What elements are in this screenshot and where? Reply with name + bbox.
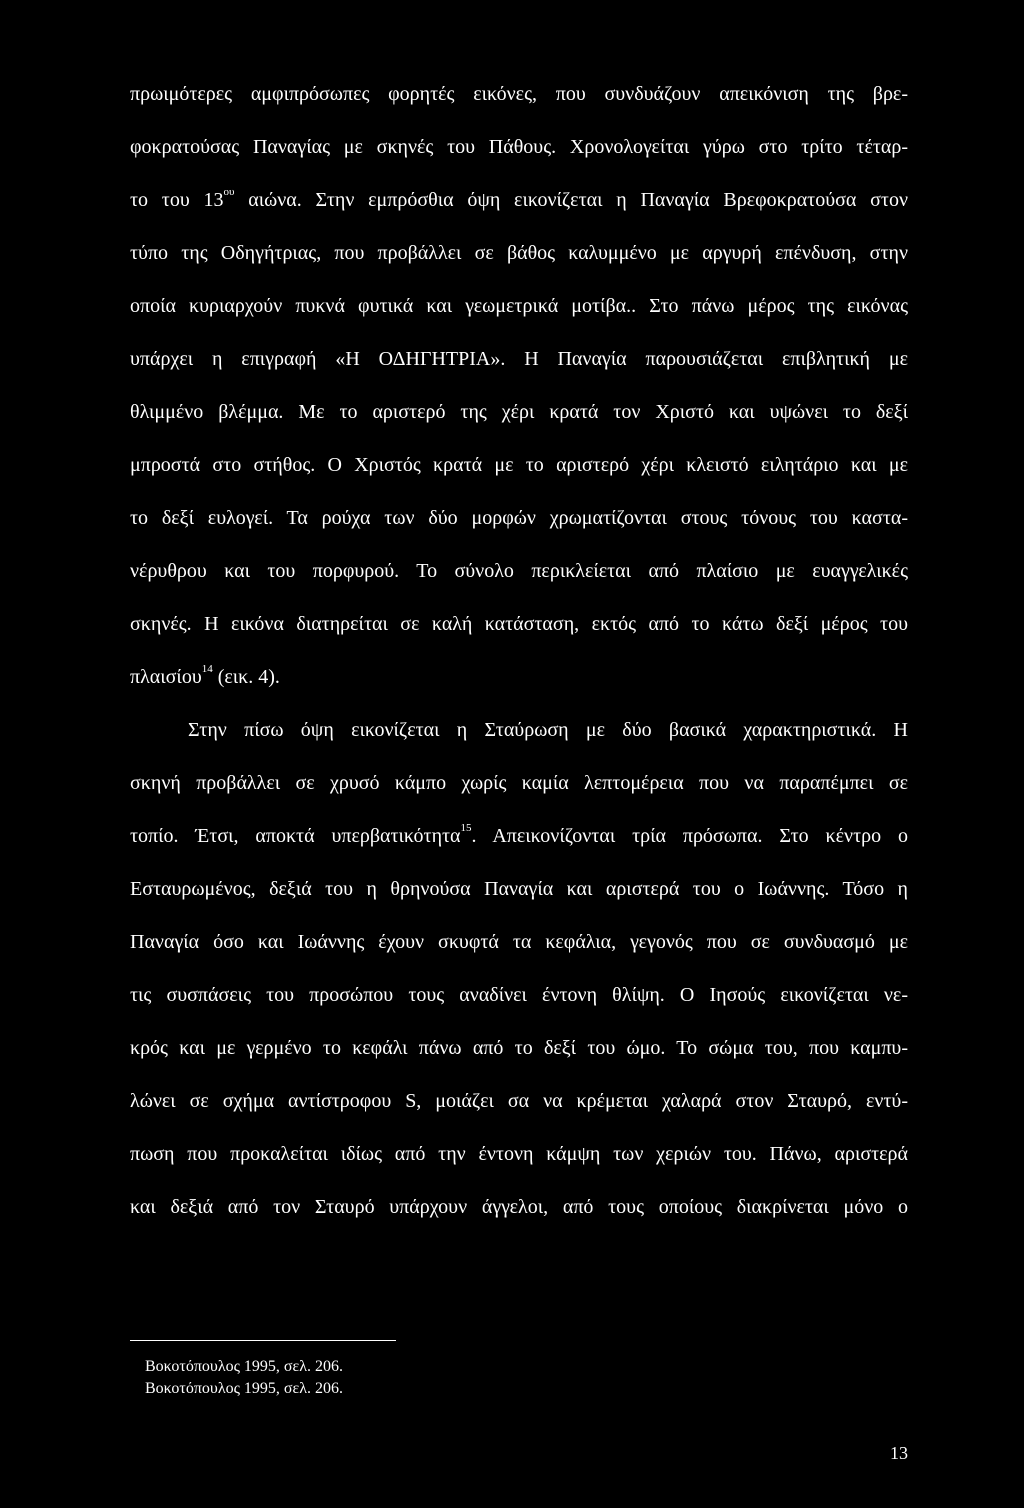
footnote-ref-14: 14 — [201, 663, 213, 676]
paragraph-2-line-3 — [130, 820, 908, 852]
footnote-ref-15: 15 — [460, 822, 472, 835]
paragraph-1-line-3 — [130, 184, 908, 216]
text-fragment: . Απεικονίζονται τρία πρόσωπα. Στο κέντρο ο — [471, 825, 908, 847]
paragraph-1-line-12 — [130, 661, 908, 693]
page-number: 13 — [890, 1443, 908, 1463]
paragraph-2-line-8: λώνει σε σχήμα αντίστροφου S, μοιάζει σα να κρέμεται χαλαρά στον Σταυρό, εντύ- — [130, 1090, 908, 1112]
text-fragment: το του 13 — [130, 189, 224, 211]
paragraph-2-line-10: και δεξιά από τον Σταυρό υπάρχουν άγγελοι, από τους οποίους διακρίνεται μόνο ο — [130, 1196, 908, 1218]
superscript-suffix: ου — [223, 186, 235, 199]
paragraph-2-line-1: Στην πίσω όψη εικονίζεται η Σταύρωση με δύο βασικά χαρακτηριστικά. Η — [188, 719, 908, 741]
paragraph-1-line-8: μπροστά στο στήθος. Ο Χριστός κρατά με το αριστερό χέρι κλειστό ειλητάριο και με — [130, 454, 908, 476]
paragraph-2-line-7: κρός και με γερμένο το κεφάλι πάνω από το δεξί του ώμο. Το σώμα του, που καμπυ- — [130, 1037, 908, 1059]
paragraph-1-line-9: το δεξί ευλογεί. Τα ρούχα των δύο μορφών χρωματίζονται στους τόνους του καστα- — [130, 507, 908, 529]
text-fragment: (εικ. 4). — [212, 666, 280, 688]
paragraph-1-line-4: τύπο της Οδηγήτριας, που προβάλλει σε βάθος καλυμμένο με αργυρή επένδυση, στην — [130, 242, 908, 264]
paragraph-1-line-6: υπάρχει η επιγραφή «Η ΟΔΗΓΗΤΡΙΑ». Η Παναγία παρουσιάζεται επιβλητική με — [130, 348, 908, 370]
footnote-14: Βοκοτόπουλος 1995, σελ. 206. — [145, 1358, 344, 1375]
paragraph-2-line-6: τις συσπάσεις του προσώπου τους αναδίνει έντονη θλίψη. Ο Ιησούς εικονίζεται νε- — [130, 984, 908, 1006]
paragraph-1-line-1: πρωιμότερες αμφιπρόσωπες φορητές εικόνες, που συνδυάζουν απεικόνιση της βρε- — [130, 83, 908, 105]
text-fragment: τοπίο. Έτσι, αποκτά υπερβατικότητα — [130, 825, 461, 847]
footnote-divider — [130, 1340, 396, 1341]
footnote-15: Βοκοτόπουλος 1995, σελ. 206. — [145, 1380, 344, 1397]
paragraph-1-line-7: θλιμμένο βλέμμα. Με το αριστερό της χέρι κρατά τον Χριστό και υψώνει το δεξί — [130, 401, 908, 423]
paragraph-2-line-9: πωση που προκαλείται ιδίως από την έντονη κάμψη των χεριών του. Πάνω, αριστερά — [130, 1143, 908, 1165]
paragraph-2-line-4: Εσταυρωμένος, δεξιά του η θρηνούσα Παναγία και αριστερά του ο Ιωάννης. Τόσο η — [130, 878, 908, 900]
paragraph-2-line-5: Παναγία όσο και Ιωάννης έχουν σκυφτά τα κεφάλια, γεγονός που σε συνδυασμό με — [130, 931, 908, 953]
paragraph-2-line-2: σκηνή προβάλλει σε χρυσό κάμπο χωρίς καμία λεπτομέρεια που να παραπέμπει σε — [130, 772, 908, 794]
paragraph-1-line-2: φοκρατούσας Παναγίας με σκηνές του Πάθους. Χρονολογείται γύρω στο τρίτο τέταρ- — [130, 136, 908, 158]
paragraph-1-line-11: σκηνές. Η εικόνα διατηρείται σε καλή κατάσταση, εκτός από το κάτω δεξί μέρος του — [130, 613, 908, 635]
text-fragment: αιώνα. Στην εμπρόσθια όψη εικονίζεται η Παναγία Βρεφοκρατούσα στον — [234, 189, 908, 211]
text-fragment: πλαισίου — [130, 666, 202, 688]
paragraph-1-line-10: νέρυθρου και του πορφυρού. Το σύνολο περικλείεται από πλαίσιο με ευαγγελικές — [130, 560, 908, 582]
paragraph-1-line-5: οποία κυριαρχούν πυκνά φυτικά και γεωμετρικά μοτίβα.. Στο πάνω μέρος της εικόνας — [130, 295, 908, 317]
